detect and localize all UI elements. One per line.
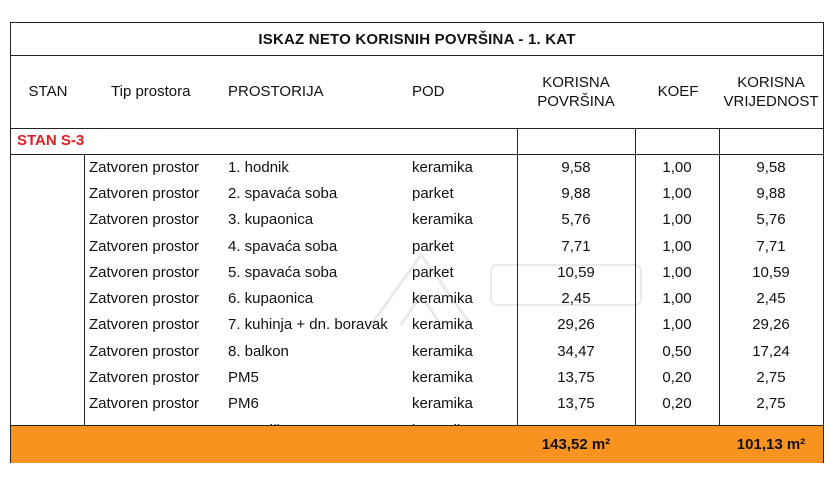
cell-koef: 1,00 <box>662 237 692 255</box>
cell-prostorija: PM6 <box>228 395 259 413</box>
cell-tip: Zatvoren prostor <box>89 184 200 202</box>
cell-tip: Zatvoren prostor <box>89 290 200 308</box>
table-row <box>11 154 823 180</box>
cell-pod: parket <box>412 184 454 202</box>
table-row <box>11 207 823 233</box>
cell-povrsina: 9,58 <box>561 158 591 176</box>
cell-povrsina: 9,88 <box>561 184 591 202</box>
cell-prostorija: 7. kuhinja + dn. boravak <box>228 316 388 334</box>
cell-koef: 0,50 <box>662 342 692 360</box>
cell-koef: 1,00 <box>662 316 692 334</box>
cell-pod: keramika <box>412 158 473 176</box>
cell-povrsina: 10,59 <box>557 263 595 281</box>
cell-povrsina: 2,45 <box>561 290 591 308</box>
cell-povrsina: 34,47 <box>557 342 595 360</box>
table-row <box>11 286 823 312</box>
table-row <box>11 391 823 417</box>
header-pod: POD <box>412 83 445 100</box>
cell-koef: 0,20 <box>662 369 692 387</box>
table-row <box>11 364 823 390</box>
header-korisna-vrijednost <box>719 55 823 128</box>
cell-tip: Zatvoren prostor <box>89 211 200 229</box>
cell-pod: parket <box>412 263 454 281</box>
cell-koef: 1,00 <box>662 211 692 229</box>
cell-vrijednost: 2,75 <box>756 395 786 413</box>
header-koef: KOEF <box>657 83 699 100</box>
cell-koef: 1,00 <box>662 290 692 308</box>
section-row <box>11 128 823 155</box>
cell-vrijednost: 17,24 <box>752 342 790 360</box>
cell-prostorija: 3. kupaonica <box>228 211 314 229</box>
cell-vrijednost: 29,26 <box>752 316 790 334</box>
header-korisna-vrijednost-line1: KORISNA <box>737 73 805 91</box>
header-stan: STAN <box>28 83 68 100</box>
cell-tip: Zatvoren prostor <box>89 263 200 281</box>
cell-prostorija: 5. spavaća soba <box>228 263 338 281</box>
header-korisna-povrsina-line2: POVRŠINA <box>537 92 615 110</box>
table-title: ISKAZ NETO KORISNIH POVRŠINA - 1. KAT <box>11 23 823 56</box>
cell-tip: Zatvoren prostor <box>89 395 200 413</box>
cell-pod: keramika <box>412 369 473 387</box>
cell-prostorija: 1. hodnik <box>228 158 289 176</box>
header-korisna-povrsina-line1: KORISNA <box>542 73 610 91</box>
total-row <box>11 425 823 463</box>
table-row <box>11 259 823 285</box>
table-row <box>11 180 823 206</box>
cell-tip: Zatvoren prostor <box>89 158 200 176</box>
cell-pod: parket <box>412 237 454 255</box>
cell-tip: Zatvoren prostor <box>89 342 200 360</box>
total-vrijednost: 101,13 m² <box>736 436 806 453</box>
cell-vrijednost: 10,59 <box>752 263 790 281</box>
cell-pod: keramika <box>412 342 473 360</box>
cell-koef: 1,00 <box>662 263 692 281</box>
cell-pod: keramika <box>412 211 473 229</box>
cell-povrsina: 7,71 <box>561 237 591 255</box>
cell-povrsina: 13,75 <box>557 395 595 413</box>
header-tip-prostora: Tip prostora <box>111 83 191 100</box>
cell-koef: 1,00 <box>662 184 692 202</box>
cell-vrijednost: 9,88 <box>756 184 786 202</box>
cell-prostorija: 8. balkon <box>228 342 289 360</box>
cell-tip: Zatvoren prostor <box>89 316 200 334</box>
table-header <box>11 55 823 129</box>
header-korisna-povrsina <box>517 55 635 128</box>
cell-vrijednost: 5,76 <box>756 211 786 229</box>
cell-vrijednost: 7,71 <box>756 237 786 255</box>
cell-pod: keramika <box>412 395 473 413</box>
cell-tip: Zatvoren prostor <box>89 369 200 387</box>
cell-povrsina: 5,76 <box>561 211 591 229</box>
cell-povrsina: 29,26 <box>557 316 595 334</box>
cell-prostorija: 2. spavaća soba <box>228 184 338 202</box>
total-povrsina: 143,52 m² <box>541 436 611 453</box>
cell-prostorija: PM5 <box>228 369 259 387</box>
table-row <box>11 312 823 338</box>
cell-tip: Zatvoren prostor <box>89 237 200 255</box>
cell-povrsina: 13,75 <box>557 369 595 387</box>
cell-prostorija: 4. spavaća soba <box>228 237 338 255</box>
table-row <box>11 338 823 364</box>
cell-prostorija: 6. kupaonica <box>228 290 314 308</box>
header-korisna-vrijednost-line2: VRIJEDNOST <box>723 92 819 110</box>
table-row <box>11 233 823 259</box>
cell-pod: keramika <box>412 290 473 308</box>
header-prostorija: PROSTORIJA <box>228 83 324 100</box>
cell-koef: 1,00 <box>662 158 692 176</box>
area-table <box>10 22 824 463</box>
cell-pod: keramika <box>412 316 473 334</box>
cell-koef: 0,20 <box>662 395 692 413</box>
cell-vrijednost: 2,45 <box>756 290 786 308</box>
section-label: STAN S-3 <box>17 132 85 149</box>
cell-vrijednost: 2,75 <box>756 369 786 387</box>
cell-vrijednost: 9,58 <box>756 158 786 176</box>
